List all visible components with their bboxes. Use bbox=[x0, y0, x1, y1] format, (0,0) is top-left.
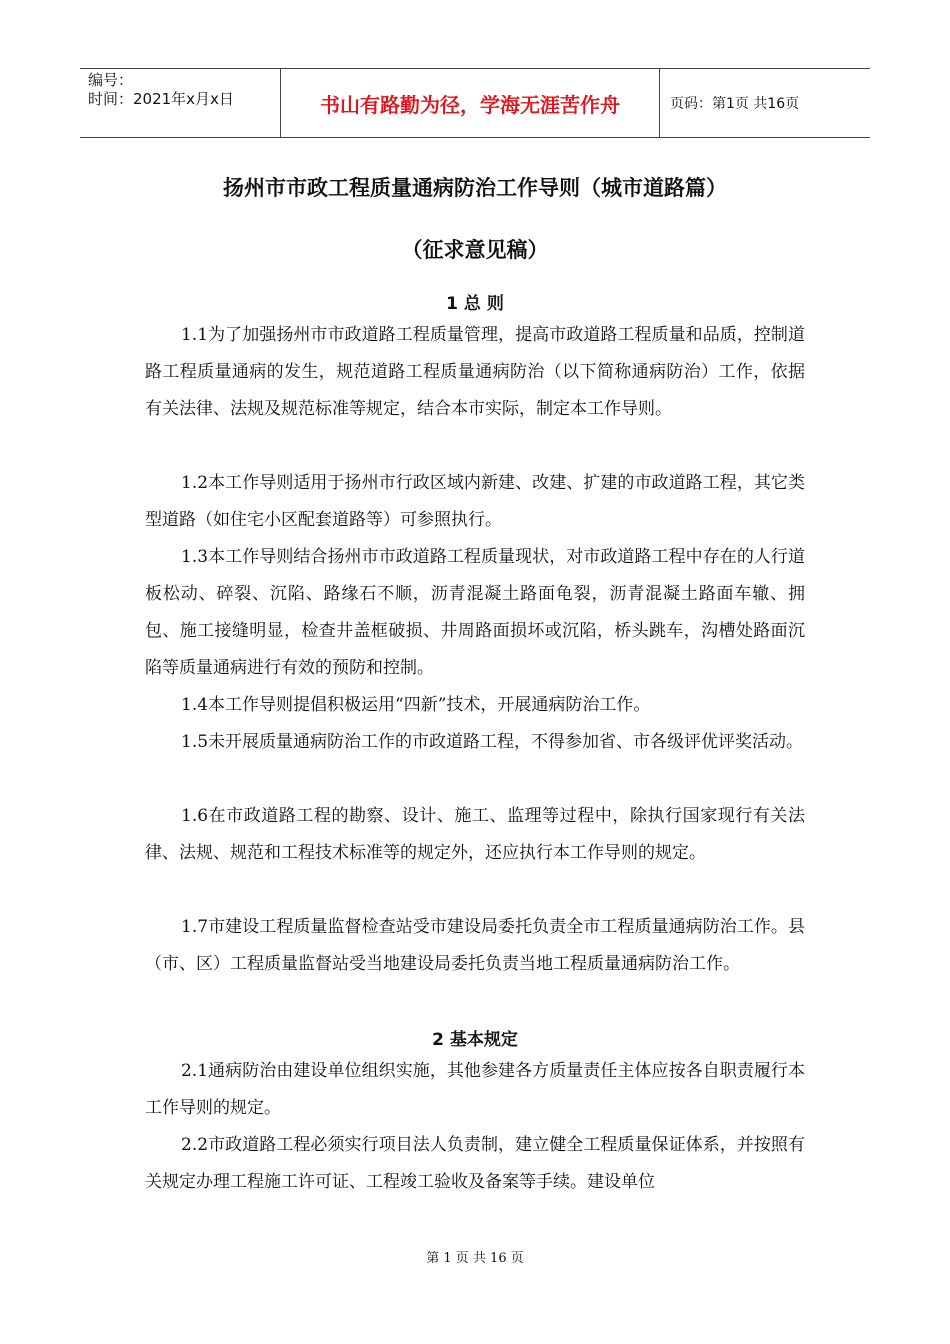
paragraph-1-3: 1.3本工作导则结合扬州市市政道路工程质量现状，对市政道路工程中存在的人行道板松动、碎裂、沉陷、路缘石不顺，沥青混凝土路面龟裂，沥青混凝土路面车辙、拥包、施工接缝明显，检查井盖框破损、井周路面损坏或沉陷，桥头跳车，沟槽处路面沉陷等质量通病进行有效的预防和控制。 bbox=[145, 547, 805, 678]
paragraph-1-5: 1.5未开展质量通病防治工作的市政道路工程，不得参加省、市各级评优评奖活动。 bbox=[181, 732, 804, 752]
page-footer: 第 1 页 共 16 页 bbox=[426, 1251, 524, 1266]
document-number-label: 编号： bbox=[88, 71, 134, 89]
document-subtitle: （征求意见稿） bbox=[401, 238, 549, 262]
paragraph-1-6: 1.6在市政道路工程的勘察、设计、施工、监理等过程中，除执行国家现行有关法律、法规、规范和工程技术标准等的规定外，还应执行本工作导则的规定。 bbox=[145, 806, 805, 863]
paragraph-1-7: 1.7市建设工程质量监督检查站受市建设局委托负责全市工程质量通病防治工作。县（市、区）工程质量监督站受当地建设局委托负责当地工程质量通病防治工作。 bbox=[145, 917, 805, 974]
section-heading-basic-rules: 2 基本规定 bbox=[432, 1030, 518, 1050]
paragraph-2-1: 2.1通病防治由建设单位组织实施，其他参建各方质量责任主体应按各自职责履行本工作导则的规定。 bbox=[145, 1061, 805, 1118]
document-header bbox=[80, 68, 870, 138]
header-meta bbox=[80, 69, 280, 137]
paragraph-1-4: 1.4本工作导则提倡积极运用“四新”技术，开展通病防治工作。 bbox=[181, 695, 651, 715]
paragraph-1-1: 1.1为了加强扬州市市政道路工程质量管理，提高市政道路工程质量和品质，控制道路工程质量通病的发生，规范道路工程质量通病防治（以下简称通病防治）工作，依据有关法律、法规及规范标准等规定，结合本市实际，制定本工作导则。 bbox=[145, 325, 805, 419]
section-heading-general: 1 总 则 bbox=[446, 294, 504, 314]
header-page-info: 页码：第1页 共16页 bbox=[670, 96, 800, 112]
paragraph-2-2: 2.2市政道路工程必须实行项目法人负责制，建立健全工程质量保证体系，并按照有关规定办理工程施工许可证、工程竣工验收及备案等手续。建设单位 bbox=[145, 1135, 805, 1192]
document-title: 扬州市市政工程质量通病防治工作导则（城市道路篇） bbox=[223, 176, 727, 200]
paragraph-1-2: 1.2本工作导则适用于扬州市行政区域内新建、改建、扩建的市政道路工程，其它类型道路（如住宅小区配套道路等）可参照执行。 bbox=[145, 473, 805, 530]
document-time-label: 时间：2021年x月x日 bbox=[88, 90, 234, 108]
header-motto: 书山有路勤为径，学海无涯苦作舟 bbox=[280, 69, 660, 137]
